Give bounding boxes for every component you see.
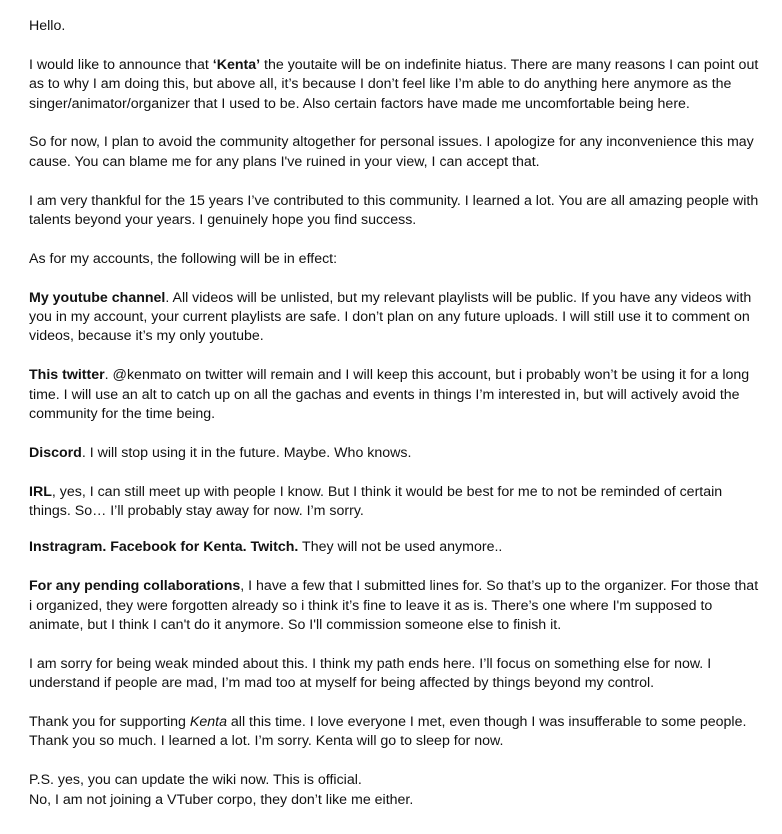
- paragraph-community-avoidance: So for now, I plan to avoid the community altogether for personal issues. I apologize for any inconvenience this may cause. You can blame me for any plans I've ruined in your view, I can accept that.: [29, 134, 754, 170]
- text: . I will stop using it in the future. Maybe. Who knows.: [81, 444, 412, 461]
- heading-discord: Discord: [29, 444, 82, 461]
- paragraph-collaborations: [29, 577, 759, 635]
- postscript-line-1: P.S. yes, you can update the wiki now. This is official.: [29, 772, 362, 789]
- paragraph-hiatus-announcement: [29, 56, 759, 114]
- text: all this time. I love everyone I met, even though I was insufferable to some people. Thank you so much. I learned a lot. I’m sorry. Kenta will go to sleep for now.: [29, 714, 747, 750]
- postscript-line-2: No, I am not joining a VTuber corpo, they don’t like me either.: [29, 791, 414, 808]
- heading-other-accounts: Instragram. Facebook for Kenta. Twitch.: [29, 539, 299, 556]
- text: , yes, I can still meet up with people I know. But I think it would be best for me to not be reminded of certain things. So… I’ll probably stay away for now. I’m sorry.: [29, 483, 723, 520]
- bold-name: ‘Kenta’: [212, 56, 261, 73]
- paragraph-apology: I am sorry for being weak minded about this. I think my path ends here. I’ll focus on something else for now. I understand if people are mad, I’m mad too at myself for being affected by things beyond my control.: [29, 655, 712, 692]
- heading-irl: IRL: [29, 483, 52, 500]
- announcement-document: [29, 17, 759, 810]
- paragraph-thanks: I am very thankful for the 15 years I’ve contributed to this community. I learned a lot. You are all amazing people with talents beyond your years. I genuinely hope you find success.: [29, 192, 759, 229]
- text: . @kenmato on twitter will remain and I will keep this account, but i probably won’t be using it for a long time. I will use an alt to catch up on all the gachas and events in things I’m interested in, but will actively avoid the community for the time being.: [29, 367, 750, 423]
- paragraph-other-accounts: [29, 538, 759, 557]
- text: I would like to announce that: [29, 56, 213, 73]
- text: They will not be used anymore..: [298, 539, 503, 556]
- heading-collaborations: For any pending collaborations: [29, 578, 241, 595]
- paragraph-discord: [29, 444, 759, 463]
- postscript: [29, 771, 759, 810]
- italic-name: Kenta: [189, 714, 227, 731]
- paragraph-closing-thanks: [29, 713, 759, 752]
- paragraph-youtube: [29, 289, 759, 347]
- heading-twitter: This twitter: [29, 367, 105, 384]
- heading-youtube: My youtube channel: [29, 289, 166, 306]
- paragraph-irl: [29, 483, 759, 522]
- paragraph-twitter: [29, 366, 759, 424]
- text: . All videos will be unlisted, but my relevant playlists will be public. If you have any videos with you in my account, your current playlists are safe. I don’t plan on any future uploads. I will still use it to comment on videos, because it’s my only youtube.: [29, 289, 752, 345]
- text: the youtaite will be on indefinite hiatus. There are many reasons I can point out as to why I am doing this, but above all, it’s because I don’t feel like I’m able to do anything here anymore as the singer/animator/organizer that I used to be. Also certain factors have made me uncomfortable being here.: [29, 56, 759, 112]
- greeting: Hello.: [29, 18, 66, 34]
- text: , I have a few that I submitted lines for. So that’s up to the organizer. For those that i organized, they were forgotten already so i think it’s fine to leave it as is. There’s one where I'm supposed to animate, but I think I can't do it anymore. So I'll commission someone else to finish it.: [29, 578, 759, 634]
- paragraph-accounts-intro: As for my accounts, the following will be in effect:: [29, 250, 338, 267]
- text: Thank you for supporting: [29, 714, 190, 731]
